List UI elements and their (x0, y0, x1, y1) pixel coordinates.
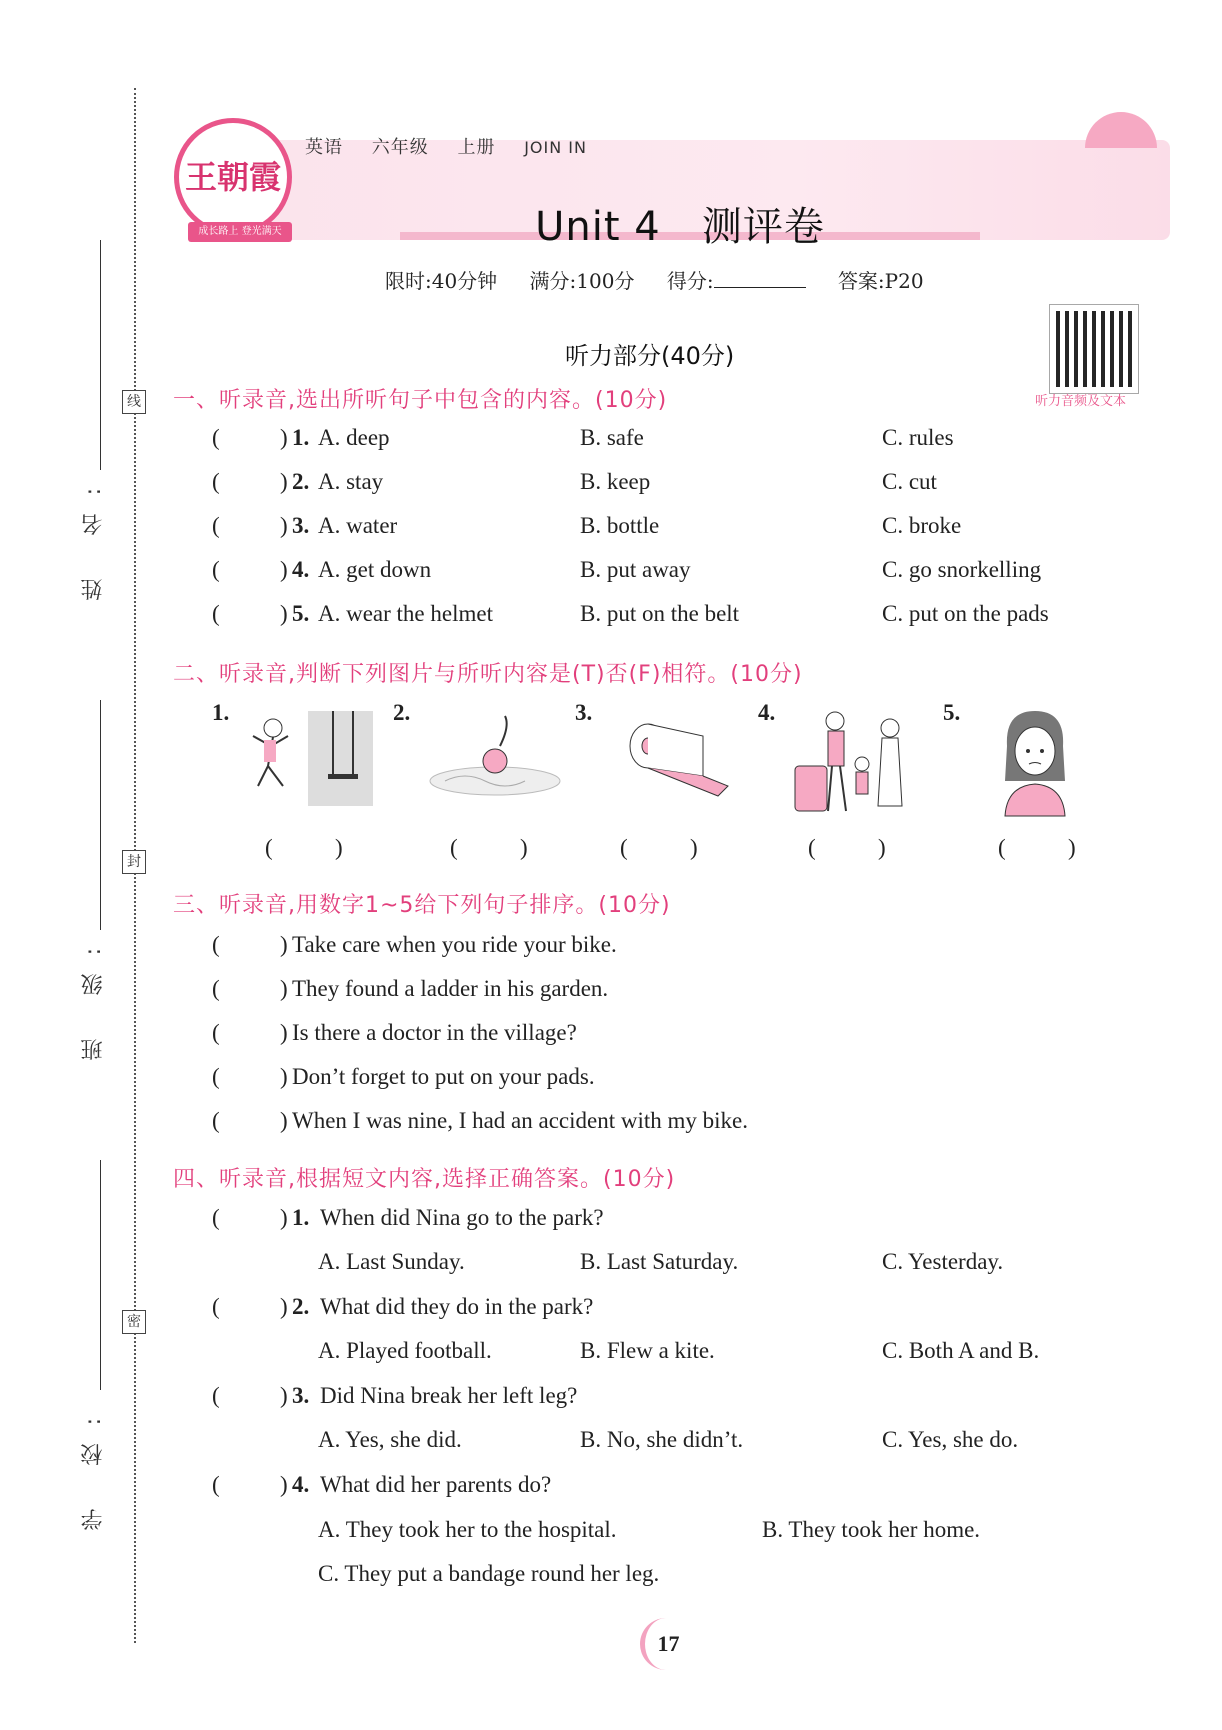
playground-swing-icon (238, 706, 378, 821)
sentence: Is there a doctor in the village? (292, 1020, 577, 1045)
option-a: A. They took her to the hospital. (318, 1517, 617, 1542)
full-score: 满分:100分 (529, 269, 635, 293)
option-a: A. stay (318, 469, 384, 494)
question-text: What did they do in the park? (320, 1294, 594, 1319)
item-number: 5. (292, 601, 310, 626)
name-blank-line (100, 240, 101, 470)
answer-paren-close: ) (280, 425, 288, 450)
picture-number: 3. (575, 700, 593, 725)
answer-paren-close: ) (280, 1205, 288, 1230)
option-c: C. broke (882, 513, 962, 538)
class-label: 班 级: (81, 930, 106, 1061)
answer-paren-open[interactable]: ( (212, 1108, 220, 1133)
option-b: B. No, she didn’t. (580, 1427, 744, 1452)
option-a: A. water (318, 513, 398, 538)
option-b: B. They took her home. (762, 1517, 981, 1542)
answer-paren-close: ) (1068, 835, 1076, 860)
sentence: They found a ladder in his garden. (292, 976, 609, 1001)
volume: 上册 (457, 137, 496, 158)
answer-paren-open[interactable]: ( (212, 425, 220, 450)
option-a: A. Played football. (318, 1338, 492, 1363)
option-c: C. Yesterday. (882, 1249, 1004, 1274)
school-blank-line (100, 1160, 101, 1390)
swimmer-splash-icon (425, 706, 565, 821)
question-text: What did her parents do? (320, 1472, 552, 1497)
picture-number: 1. (212, 700, 230, 725)
option-c: C. They put a bandage round her leg. (318, 1561, 660, 1586)
option-c: C. Both A and B. (882, 1338, 1040, 1363)
option-a: A. wear the helmet (318, 601, 493, 626)
seal-seal: 封 (122, 850, 146, 874)
question-number: 2. (292, 1294, 310, 1319)
sentence: Take care when you ride your bike. (292, 932, 617, 957)
answer-paren-close: ) (280, 1294, 288, 1319)
option-b: B. put away (580, 557, 691, 582)
answer-ref: 答案:P20 (837, 269, 924, 293)
class-blank-line (100, 700, 101, 930)
name-label: 姓 名: (81, 470, 106, 601)
girl-portrait-icon (985, 706, 1125, 821)
option-b: B. Flew a kite. (580, 1338, 715, 1363)
item-number: 4. (292, 557, 310, 582)
picture-number: 5. (943, 700, 961, 725)
question-number: 4. (292, 1472, 310, 1497)
section2-title: 二、听录音,判断下列图片与所听内容是(T)否(F)相符。(10分) (173, 662, 803, 687)
question-text: Did Nina break her left leg? (320, 1383, 578, 1408)
section1-title: 一、听录音,选出所听句子中包含的内容。(10分) (173, 388, 668, 413)
answer-paren-close: ) (690, 835, 698, 860)
question-number: 3. (292, 1383, 310, 1408)
item-number: 3. (292, 513, 310, 538)
qr-caption: 听力音频及文本 (1035, 394, 1127, 409)
time-limit: 限时:40分钟 (385, 269, 498, 293)
answer-paren-close: ) (878, 835, 886, 860)
sentence: Don’t forget to put on your pads. (292, 1064, 595, 1089)
exam-meta (385, 265, 950, 294)
picture-number: 2. (393, 700, 411, 725)
option-a: A. get down (318, 557, 432, 582)
answer-paren-open[interactable]: ( (212, 976, 220, 1001)
answer-paren-close: ) (280, 601, 288, 626)
answer-paren-open[interactable]: ( (212, 469, 220, 494)
option-c: C. put on the pads (882, 601, 1049, 626)
section3-title: 三、听录音,用数字1~5给下列句子排序。(10分) (173, 893, 671, 918)
answer-paren-close: ) (280, 976, 288, 1001)
option-b: B. bottle (580, 513, 660, 538)
answer-paren-open[interactable]: ( (212, 932, 220, 957)
seal-secret: 密 (122, 1310, 146, 1334)
picture-number: 4. (758, 700, 776, 725)
option-c: C. go snorkelling (882, 557, 1042, 582)
score-blank[interactable] (714, 287, 806, 288)
subject: 英语 (305, 137, 343, 158)
sentence: When I was nine, I had an accident with my bike. (292, 1108, 749, 1133)
page-title: Unit 4 测评卷 (535, 204, 825, 250)
answer-paren-close: ) (280, 1383, 288, 1408)
answer-paren-open[interactable]: ( (212, 557, 220, 582)
option-c: C. cut (882, 469, 937, 494)
subject-line (305, 133, 609, 159)
option-b: B. put on the belt (580, 601, 740, 626)
logo-text: 王朝霞 (184, 158, 281, 196)
answer-paren-open[interactable]: ( (620, 835, 628, 860)
answer-paren-close: ) (520, 835, 528, 860)
answer-paren-open[interactable]: ( (212, 1020, 220, 1045)
option-b: B. Last Saturday. (580, 1249, 739, 1274)
answer-paren-close: ) (280, 932, 288, 957)
answer-paren-close: ) (280, 469, 288, 494)
answer-paren-close: ) (280, 1108, 288, 1133)
answer-paren-open[interactable]: ( (212, 1383, 220, 1408)
score-label: 得分: (666, 269, 714, 293)
section4-title: 四、听录音,根据短文内容,选择正确答案。(10分) (173, 1167, 676, 1192)
family-travel-icon (790, 706, 930, 821)
option-b: B. safe (580, 425, 644, 450)
sun-decoration (1085, 112, 1157, 148)
answer-paren-close: ) (280, 1020, 288, 1045)
answer-paren-open[interactable]: ( (212, 1205, 220, 1230)
seal-line: 线 (122, 390, 146, 414)
bandage-roll-icon (608, 706, 748, 821)
option-a: A. Last Sunday. (318, 1249, 465, 1274)
answer-paren-open[interactable]: ( (808, 835, 816, 860)
option-c: C. rules (882, 425, 954, 450)
option-c: C. Yes, she do. (882, 1427, 1019, 1452)
option-a: A. Yes, she did. (318, 1427, 462, 1452)
edition: JOIN IN (524, 138, 587, 157)
option-b: B. keep (580, 469, 651, 494)
brand-logo (174, 118, 292, 236)
answer-paren-close: ) (280, 1064, 288, 1089)
item-number: 1. (292, 425, 310, 450)
question-text: When did Nina go to the park? (320, 1205, 604, 1230)
page-number: 17 (640, 1618, 692, 1670)
answer-paren-close: ) (280, 1472, 288, 1497)
answer-paren-close: ) (280, 557, 288, 582)
answer-paren-open[interactable]: ( (450, 835, 458, 860)
question-number: 1. (292, 1205, 310, 1230)
logo-ribbon: 成长路上 登光满天 (188, 222, 292, 242)
answer-paren-open[interactable]: ( (212, 513, 220, 538)
answer-paren-close: ) (335, 835, 343, 860)
answer-paren-open[interactable]: ( (212, 601, 220, 626)
answer-paren-open[interactable]: ( (998, 835, 1006, 860)
answer-paren-open[interactable]: ( (265, 835, 273, 860)
part-title: 听力部分(40分) (565, 342, 735, 370)
answer-paren-open[interactable]: ( (212, 1472, 220, 1497)
answer-paren-close: ) (280, 513, 288, 538)
item-number: 2. (292, 469, 310, 494)
grade: 六年级 (371, 137, 429, 158)
qr-code-icon[interactable] (1050, 305, 1138, 393)
option-a: A. deep (318, 425, 390, 450)
school-label: 学 校: (81, 1400, 106, 1531)
answer-paren-open[interactable]: ( (212, 1294, 220, 1319)
answer-paren-open[interactable]: ( (212, 1064, 220, 1089)
